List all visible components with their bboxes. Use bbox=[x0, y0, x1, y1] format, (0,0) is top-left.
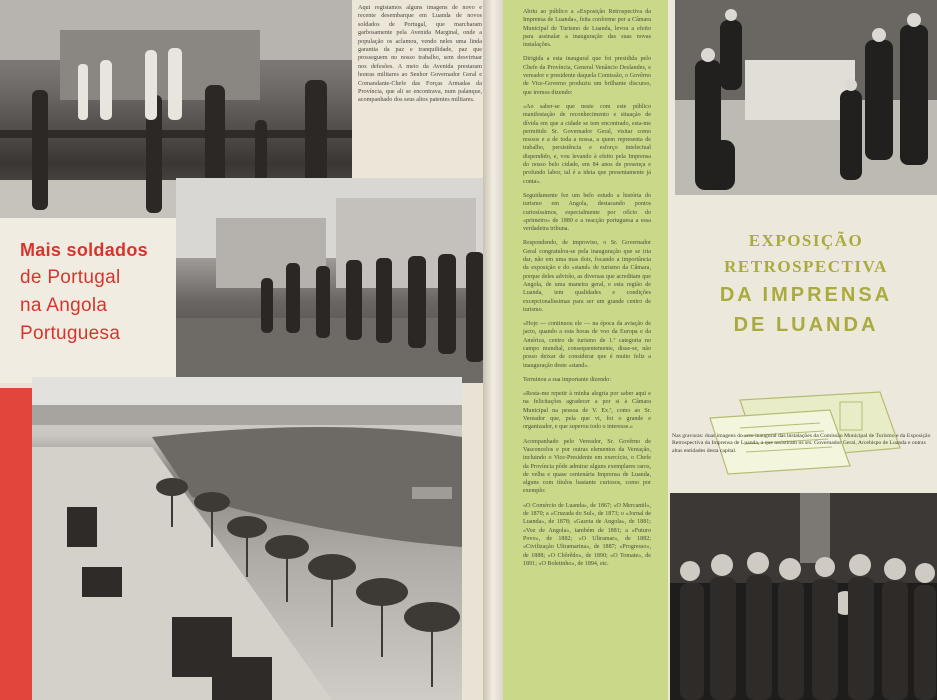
photo-caption-right bbox=[670, 433, 937, 455]
photo-marching-troops-street-graphic bbox=[176, 178, 486, 383]
document-sketch-graphic-svg bbox=[700, 388, 910, 476]
photo-inauguration-ceremony bbox=[675, 0, 937, 195]
left-title-line-3: na Angola bbox=[20, 295, 108, 316]
article-paragraph-10: «O Comércio de Luanda», de 1867; «O Mercantil», de 1870; a «Cruzada do Sul», de 1873; o «Jornal de Luanda», de 1878; «Gazeta de Angola», de 1881; «Voz de Angola», também de 1881; a «Futuro Povo», de 1882; «O Ultramar», de 1882; «Civilização Ultramarina», de 1887; «Progresso», de 1888; «O Chôrêdo», de 1890; «O Tomate», de 1891; «O Boletinho», de 1894, etc. bbox=[523, 502, 651, 567]
page-gutter bbox=[483, 0, 505, 700]
article-paragraph-9: Acompanhado pelo Vereador, Sr. Govêrno de Vasconcelos e por outras elementos da Vereação, incluindo o Vice-Presidente em exercício, o Chefe da Província pôde admirar alguns exemplares raros, de velha e quase centenária Imprensa de Luanda, alguns com títulos bastante curiosos, como por exemplo: bbox=[523, 438, 651, 495]
article-paragraph-8: «Resta-me repetir à minha alegria por saber aqui e na felicitações agradecer a por si à Câmara Municipal na pessoa de V. Ex.ª, como ao Sr. Vereador que, pela que vi, foi o grande e organizador, e que superou todo o interesse.» bbox=[523, 391, 651, 431]
left-title-line-2: de Portugal bbox=[20, 267, 121, 288]
soldiers-caption bbox=[352, 0, 488, 198]
article-text-body bbox=[523, 8, 651, 574]
photo-marching-troops-street bbox=[176, 178, 486, 383]
article-paragraph-7: Terminou a sua importante dizendo: bbox=[523, 376, 611, 383]
article-paragraph-3: «Ao saber-se que neste com este público manifestação de reconhecimento e situação de dívida em que a cidade se tem encontrado, esta-me permitido Sr. Governador Geral, visitar como nossos e a de toda a nossa, a quem representa de trabalho, persistência e esforço intelectual dispendido, e, vou levando à efeito pela Imprensa do nosso belo cidade, em 84 anos de presença e profundo labor, tal é a ideia que presentamente já conta». bbox=[523, 103, 651, 185]
left-title-line-4: Portuguesa bbox=[20, 323, 121, 344]
photo-officials-audience-graphic bbox=[670, 493, 937, 700]
exhibition-headline bbox=[675, 228, 937, 340]
photo-inauguration-ceremony-graphic bbox=[675, 0, 937, 195]
left-title-line-1: Mais soldados bbox=[20, 240, 148, 260]
left-title-box bbox=[0, 218, 176, 383]
exhibition-headline-line-2: DA IMPRENSA bbox=[719, 284, 893, 306]
photo-caption-right-text: Nas gravuras: duas imagens do acto inaugural das instalações da Comissão Municipal de Turismo e da Exposição Retrospectiva da Imprensa de Luanda, a que assistiram os srs. Governador Geral, Arcebispo de Luanda e outras altas entidades desta capital. bbox=[672, 433, 931, 454]
article-paragraph-6: «Hoje — continuou ele — na época da aviação de jacto, quando a esta horas de voo da Europa e da América, centro de turismo de 1.ª categoria no campo mundial, consequentemente, disse-se, não posso deixar de considerar que é muito feliz a inauguração deste «stand». bbox=[523, 321, 651, 369]
document-sketch-graphic bbox=[700, 388, 910, 476]
photo-parade-avenida-marginal-graphic bbox=[32, 377, 462, 700]
photo-parade-avenida-marginal bbox=[32, 377, 462, 700]
article-paragraph-1: Abriu ao público a «Exposição Retrospectiva da Imprensa de Luanda», feita conforme por a Câmara Municipal de Turismo de Luanda, levou a efeito para assinalar a inauguração das suas novas instalações. bbox=[523, 9, 651, 49]
soldiers-caption-text: Aqui registamos alguns imagens de novo e recente desembarque em Luanda de novos soldados de Portugal, que marcharam garbosamente pela Avenida Marginal, onde a população os aclamou, vendo neles uma linda garantia da paz e tranquilidade, paz que prosseguem no nosso trabalho, sem desvirtuar nos defesões. A meio da Avenida prestaram honras militares ao Senhor Governador Geral e Comandante-Chefe das Forças Armadas da Província, que ali se encontrava, num palanque, acompanhado dos seus altos patentes militares. bbox=[358, 4, 482, 104]
exhibition-headline-line-3: DE LUANDA bbox=[733, 314, 879, 336]
article-paragraph-4: Seguidamente fez um belo estudo a história do turismo em Angola, destacando pontos curiosíssimos, especialmente por ofício do «primeiro» de 1880 e a reacção portuguesa a essa verdadeira tribuna. bbox=[523, 192, 651, 233]
exhibition-headline-line-1: EXPOSIÇÃO RETROSPECTIVA bbox=[724, 231, 888, 276]
photo-officials-audience bbox=[670, 493, 937, 700]
article-text-column bbox=[503, 0, 668, 700]
article-paragraph-5: Respondendo, de improviso, o Sr. Governador Geral congratulou-se pela inauguração que se iria dar, não em uma mas dois, focando a importância da exposição e do «stand» de turismo da Câmara, porque deles advirão, as diversas que acreditam que Angola, de uma maneira geral, e esta região de Luanda, tem qualidades e condições excepcionalíssimas para ser um grande centro de turismo. bbox=[523, 240, 651, 313]
article-paragraph-2: Dirigida a esta inaugural que foi presidida pelo Chefe da Província, General Venâncio Deslandes, e vereador e presidente daquela Comissão, o Govêrno de Vice-Governo produziu um brilhante discurso, que iremos dizendo: bbox=[523, 56, 651, 96]
